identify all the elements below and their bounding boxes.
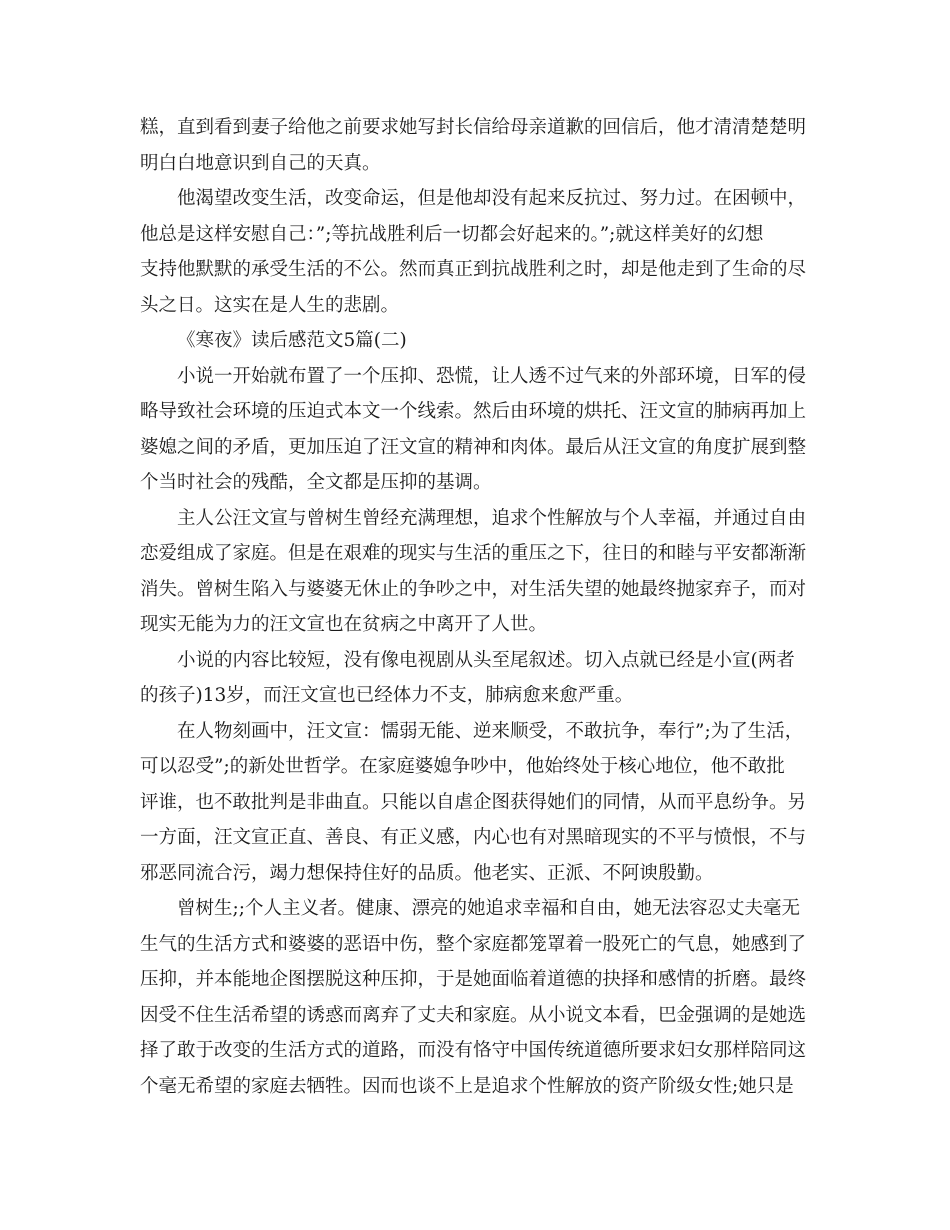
text-line: 小说一开始就布置了一个压抑、恐慌，让人透不过气来的外部环境，日军的侵 (177, 365, 807, 387)
text-line: 评谁，也不敢批判是非曲直。只能以自虐企图获得她们的同情，从而平息纷争。另 (140, 791, 807, 813)
text-line: 他总是这样安慰自己：”;等抗战胜利后一切都会好起来的。”;就这样美好的幻想 (140, 223, 764, 245)
text-line: 明白白地意识到自己的天真。 (140, 152, 381, 174)
document-page (140, 110, 830, 1104)
text-line: 消失。曾树生陷入与婆婆无休止的争吵之中，对生活失望的她最终抛家弃子，而对 (140, 578, 807, 600)
text-line: 略导致社会环境的压迫式本文一个线索。然后由环境的烘托、汪文宣的肺病再加上 (140, 401, 807, 422)
text-line: 邪恶同流合污，竭力想保持住好的品质。他老实、正派、不阿谀殷勤。 (140, 862, 714, 884)
text-line: 小说的内容比较短，没有像电视剧从头至尾叙述。切入点就已经是小宣(两者 (177, 649, 795, 671)
text-line: 恋爱组成了家庭。但是在艰难的现实与生活的重压之下，往日的和睦与平安都渐渐 (140, 543, 807, 564)
text-line: 个毫无希望的家庭去牺牲。因而也谈不上是追求个性解放的资产阶级女性;她只是 (140, 1075, 794, 1097)
text-line: 主人公汪文宣与曾树生曾经充满理想，追求个性解放与个人幸福，并通过自由 (177, 507, 807, 529)
text-line: 支持他默默的承受生活的不公。然而真正到抗战胜利之时，却是他走到了生命的尽 (140, 259, 807, 280)
text-line: 他渴望改变生活，改变命运，但是他却没有起来反抗过、努力过。在困顿中， (177, 188, 807, 209)
text-line: 头之日。这实在是人生的悲剧。 (140, 294, 400, 316)
text-line: 可以忍受”;的新处世哲学。在家庭婆媳争吵中，他始终处于核心地位，他不敢批 (140, 756, 785, 777)
text-line: 因受不住生活希望的诱惑而离弃了丈夫和家庭。从小说文本看，巴金强调的是她选 (140, 1004, 807, 1026)
text-line: 择了敢于改变的生活方式的道路，而没有恪守中国传统道德所要求妇女那样陪同这 (140, 1040, 807, 1061)
text-line: 婆媳之间的矛盾，更加压迫了汪文宣的精神和肉体。最后从汪文宣的角度扩展到整 (140, 436, 807, 458)
text-line: 糕，直到看到妻子给他之前要求她写封长信给母亲道歉的回信后，他才清清楚楚明 (140, 117, 807, 138)
text-line: 的孩子)13岁，而汪文宣也已经体力不支，肺病愈来愈严重。 (140, 685, 634, 706)
text-line: 《寒夜》读后感范文5篇(二) (177, 330, 407, 351)
text-line: 个当时社会的残酷，全文都是压抑的基调。 (140, 472, 492, 493)
text-line: 压抑，并本能地企图摆脱这种压抑，于是她面临着道德的抉择和感情的折磨。最终 (140, 969, 807, 990)
text-line: 曾树生;;个人主义者。健康、漂亮的她追求幸福和自由，她无法容忍丈夫毫无 (177, 898, 800, 919)
text-line: 一方面，汪文宣正直、善良、有正义感，内心也有对黑暗现实的不平与愤恨，不与 (140, 827, 807, 848)
text-line: 生气的生活方式和婆婆的恶语中伤，整个家庭都笼罩着一股死亡的气息，她感到了 (140, 933, 807, 955)
text-line: 现实无能为力的汪文宣也在贫病之中离开了人世。 (140, 614, 548, 635)
text-line: 在人物刻画中，汪文宣：懦弱无能、逆来顺受，不敢抗争，奉行”;为了生活， (177, 720, 804, 742)
